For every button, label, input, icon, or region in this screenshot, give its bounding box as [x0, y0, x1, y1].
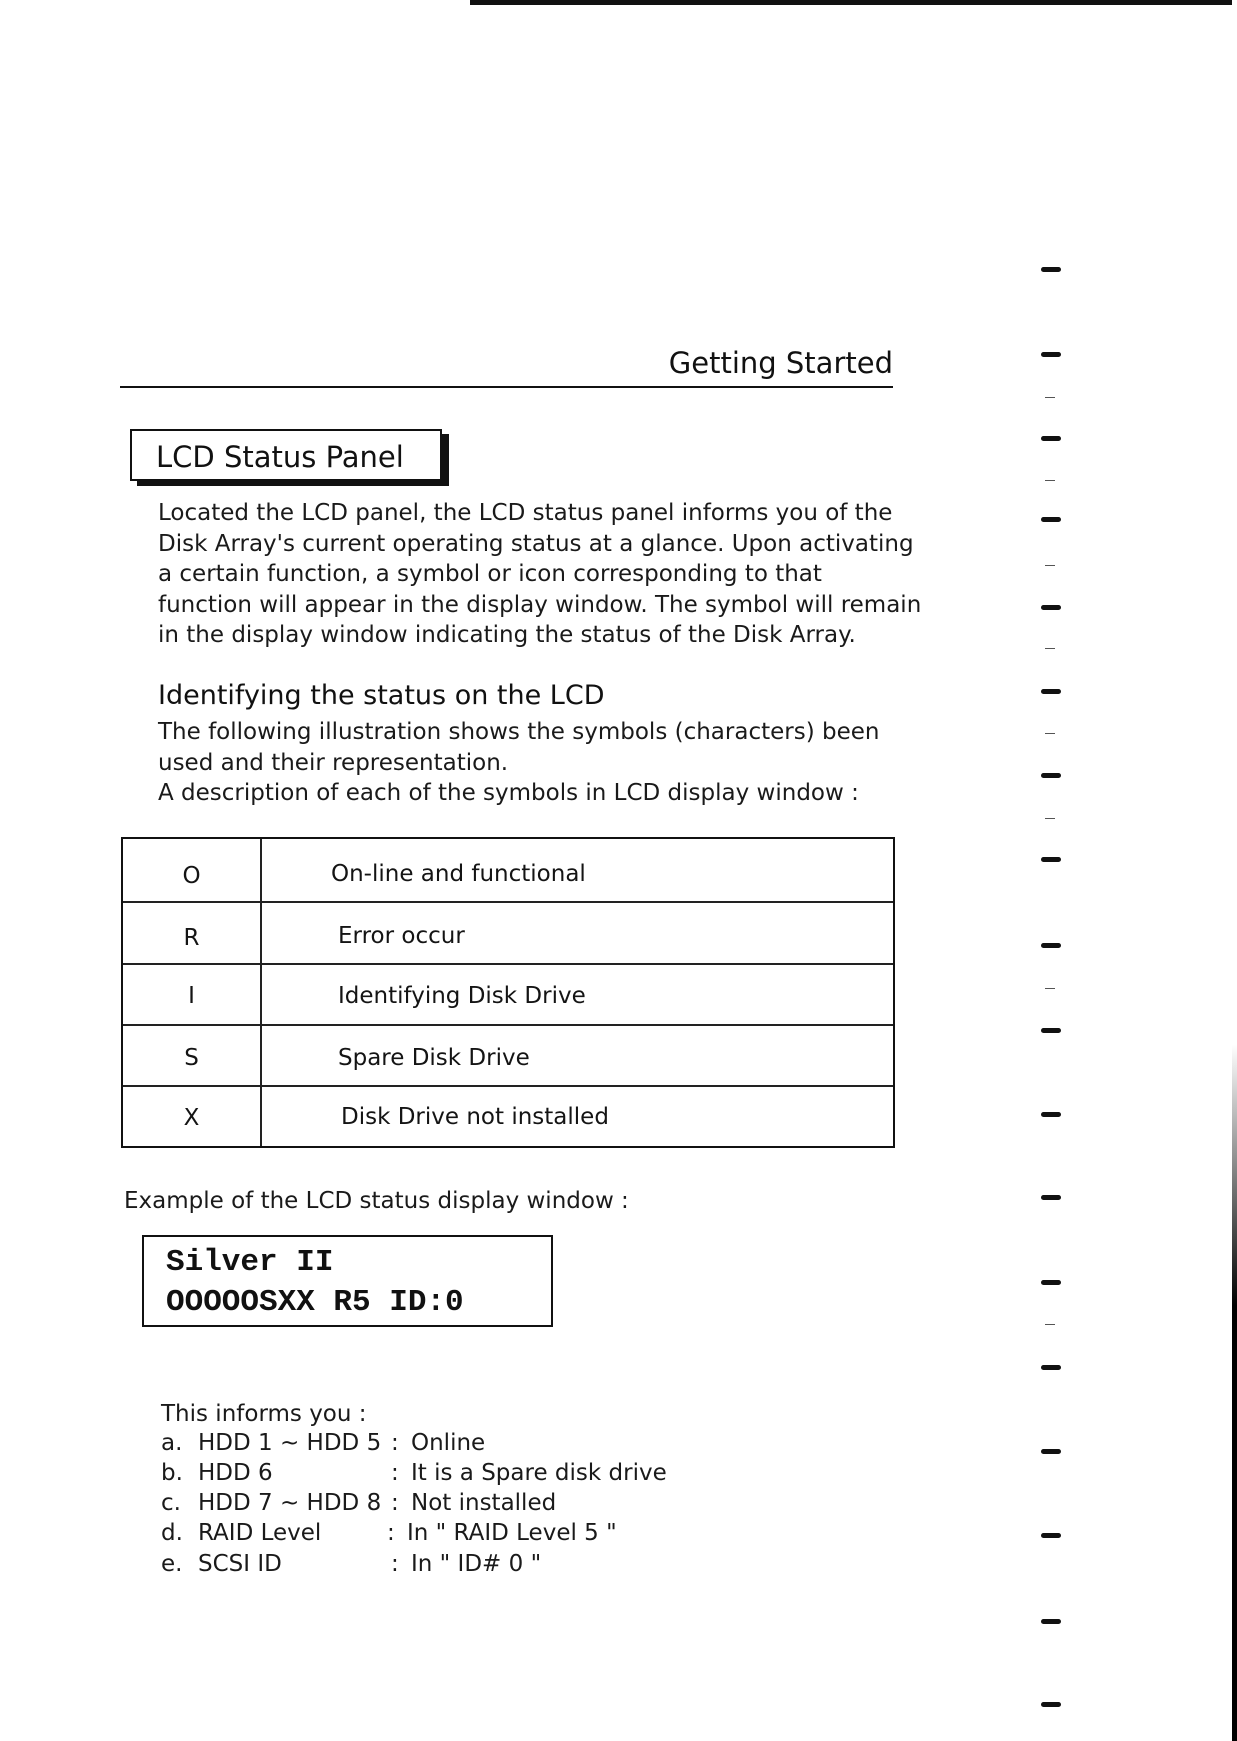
list-item-value: Online: [411, 1430, 486, 1456]
subsection-paragraph: [158, 717, 879, 809]
scan-top-edge: [470, 0, 1237, 5]
list-item-label: HDD 6: [198, 1460, 273, 1486]
list-item-letter: d.: [161, 1520, 183, 1546]
list-item-colon: :: [391, 1490, 399, 1516]
intro-line: a certain function, a symbol or icon corresponding to that: [158, 561, 822, 587]
list-item-value: In " RAID Level 5 ": [407, 1520, 617, 1546]
subsection-line: used and their representation.: [158, 749, 509, 776]
intro-line: Located the LCD panel, the LCD status panel informs you of the: [158, 500, 893, 526]
symbol-code: R: [183, 925, 200, 951]
list-item-value: Not installed: [411, 1490, 557, 1516]
list-item-label: RAID Level: [198, 1520, 322, 1546]
section-title-box: [130, 429, 442, 481]
lcd-display-example: [142, 1235, 553, 1327]
symbol-table: [121, 837, 895, 1148]
list-item-letter: e.: [161, 1551, 183, 1577]
lcd-line-2: OOOOOSXX R5 ID:0: [166, 1285, 464, 1320]
intro-line: Disk Array's current operating status at a glance. Upon activating: [158, 530, 914, 557]
list-item-label: HDD 1 ~ HDD 5: [198, 1430, 382, 1456]
example-label: Example of the LCD status display window :: [124, 1188, 629, 1214]
list-item-colon: :: [387, 1520, 395, 1546]
header-rule: [120, 386, 893, 388]
list-item-colon: :: [391, 1430, 399, 1456]
page-header-title: Getting Started: [668, 346, 893, 380]
table-row-divider: [123, 963, 893, 965]
list-item-letter: b.: [161, 1460, 183, 1486]
list-item-letter: c.: [161, 1490, 181, 1516]
table-row-divider: [123, 901, 893, 903]
symbol-code: I: [188, 983, 195, 1009]
list-item-letter: a.: [161, 1430, 183, 1456]
symbol-description: Error occur: [338, 923, 465, 949]
list-item-label: HDD 7 ~ HDD 8: [198, 1490, 382, 1516]
symbol-code: S: [184, 1045, 199, 1071]
intro-paragraph: [158, 498, 922, 651]
lcd-line-1: Silver II: [166, 1245, 334, 1280]
symbol-description: Identifying Disk Drive: [338, 983, 586, 1009]
intro-line: in the display window indicating the status of the Disk Array.: [158, 622, 856, 648]
section-title: LCD Status Panel: [156, 440, 404, 474]
table-column-divider: [260, 839, 262, 1146]
symbol-description: Spare Disk Drive: [338, 1045, 530, 1071]
list-item-label: SCSI ID: [198, 1551, 282, 1577]
symbol-description: Disk Drive not installed: [341, 1104, 609, 1130]
scan-right-edge: [1232, 0, 1237, 1741]
subsection-line: The following illustration shows the symbols (characters) been: [158, 719, 880, 745]
list-item-colon: :: [391, 1460, 399, 1486]
intro-line: function will appear in the display window. The symbol will remain: [158, 591, 922, 618]
subsection-title: Identifying the status on the LCD: [158, 680, 605, 711]
list-item-value: It is a Spare disk drive: [411, 1460, 667, 1486]
list-item-value: In " ID# 0 ": [411, 1551, 542, 1577]
table-row-divider: [123, 1085, 893, 1087]
subsection-line: A description of each of the symbols in LCD display window :: [158, 780, 859, 806]
informs-intro: This informs you :: [161, 1401, 367, 1427]
list-item-colon: :: [391, 1551, 399, 1577]
symbol-code: O: [182, 863, 201, 889]
symbol-description: On-line and functional: [331, 861, 586, 887]
symbol-code: X: [183, 1105, 200, 1131]
table-row-divider: [123, 1024, 893, 1026]
